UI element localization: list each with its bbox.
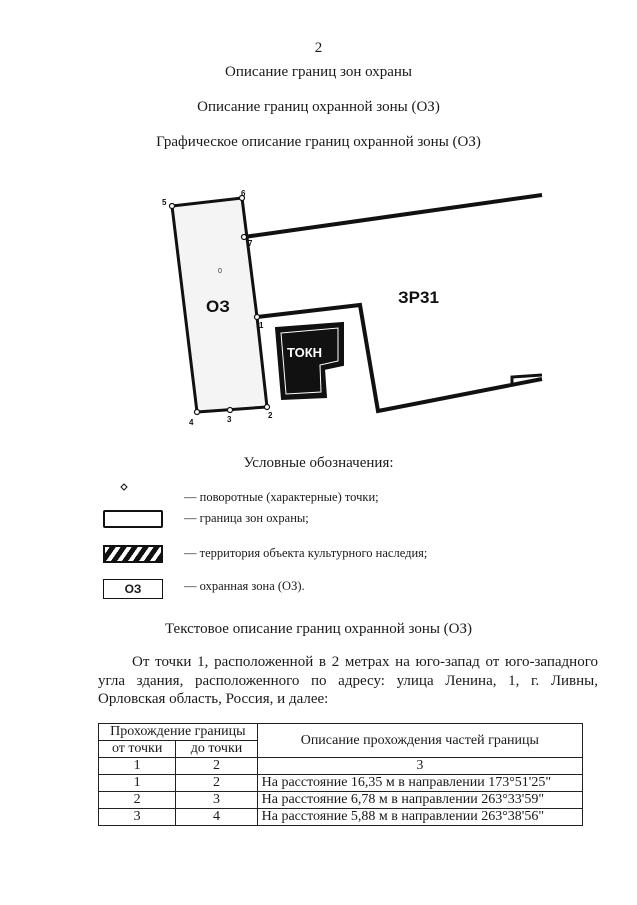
table-col-number: 1 [99,758,176,775]
boundary-table [98,723,583,826]
text-section-title: Текстовое описание границ охранной зоны (ОЗ) [164,621,473,637]
turning-point-icon [100,481,166,503]
object-label: ТОКН [287,345,323,360]
table-cell-from: 1 [99,775,176,792]
point-label-4: 4 [189,418,194,427]
heritage-object-tokn [276,323,343,399]
legend-item-zone-border [100,507,309,531]
table-desc-header: Описание прохождения частей границы [257,724,582,758]
heritage-territory-icon [100,543,166,565]
turning-point-7 [242,235,247,240]
site-plan [150,185,550,430]
legend-text-zone-border: — граница зон охраны; [184,511,309,525]
legend-text-zone-box: — охранная зона (ОЗ). [184,579,305,593]
legend-item-turning-point [100,480,379,504]
turning-point-1 [255,315,260,320]
turning-point-5 [170,204,175,209]
table-cell-from: 2 [99,792,176,809]
table-cell-to: 4 [176,809,257,826]
turning-point-3 [228,408,233,413]
table-to-header: до точки [176,741,257,758]
table-cell-to: 2 [176,775,257,792]
table-col-number: 3 [257,758,582,775]
table-group-header: Прохождение границы [99,724,258,741]
zone-border-icon [100,508,166,530]
page-title: Описание границ зон охраны [225,64,412,80]
turning-point-2 [265,405,270,410]
intro-paragraph [98,653,598,709]
center-point-label: 0 [218,268,222,275]
section-subtitle: Описание границ охранной зоны (ОЗ) [197,99,440,115]
page-number: 2 [314,40,323,56]
table-cell-desc: На расстояние 6,78 м в направлении 263°33'59" [257,792,582,809]
graphic-section-title: Графическое описание границ охранной зоны (ОЗ) [156,134,481,150]
legend-title: Условные обозначения: [243,455,394,471]
intro-paragraph-text: От точки 1, расположенной в 2 метрах на юго-запад от юго-западного угла здания, расположенного по адресу: улица Ленина, 1, г. Ливны, Орловская область, Россия, и далее: [98,654,598,707]
table-cell-from: 3 [99,809,176,826]
point-label-6: 6 [241,189,246,198]
zone-box-label: ОЗ [103,579,163,599]
legend-text-turning-point: — поворотные (характерные) точки; [184,490,379,504]
table-cell-desc: На расстояние 16,35 м в направлении 173°51'25" [257,775,582,792]
zone-box-icon [100,578,166,600]
point-label-7: 7 [248,239,253,248]
point-label-5: 5 [162,198,167,207]
point-label-1: 1 [259,321,264,330]
point-label-2: 2 [268,411,273,420]
legend-item-zone-box [100,577,305,601]
turning-point-4 [195,410,200,415]
table-from-header: от точки [99,741,176,758]
legend-item-heritage [100,542,428,566]
table-col-number: 2 [176,758,257,775]
zone-label: ОЗ [206,297,230,316]
point-label-3: 3 [227,415,232,424]
legend-text-heritage: — территория объекта культурного наследия; [184,546,428,560]
table-cell-to: 3 [176,792,257,809]
table-cell-desc: На расстояние 5,88 м в направлении 263°38'56" [257,809,582,826]
table-row [99,775,583,792]
table-row [99,792,583,809]
parcel-label: ЗР31 [398,288,439,307]
parcel-boundary [244,195,542,237]
table-row [99,809,583,826]
